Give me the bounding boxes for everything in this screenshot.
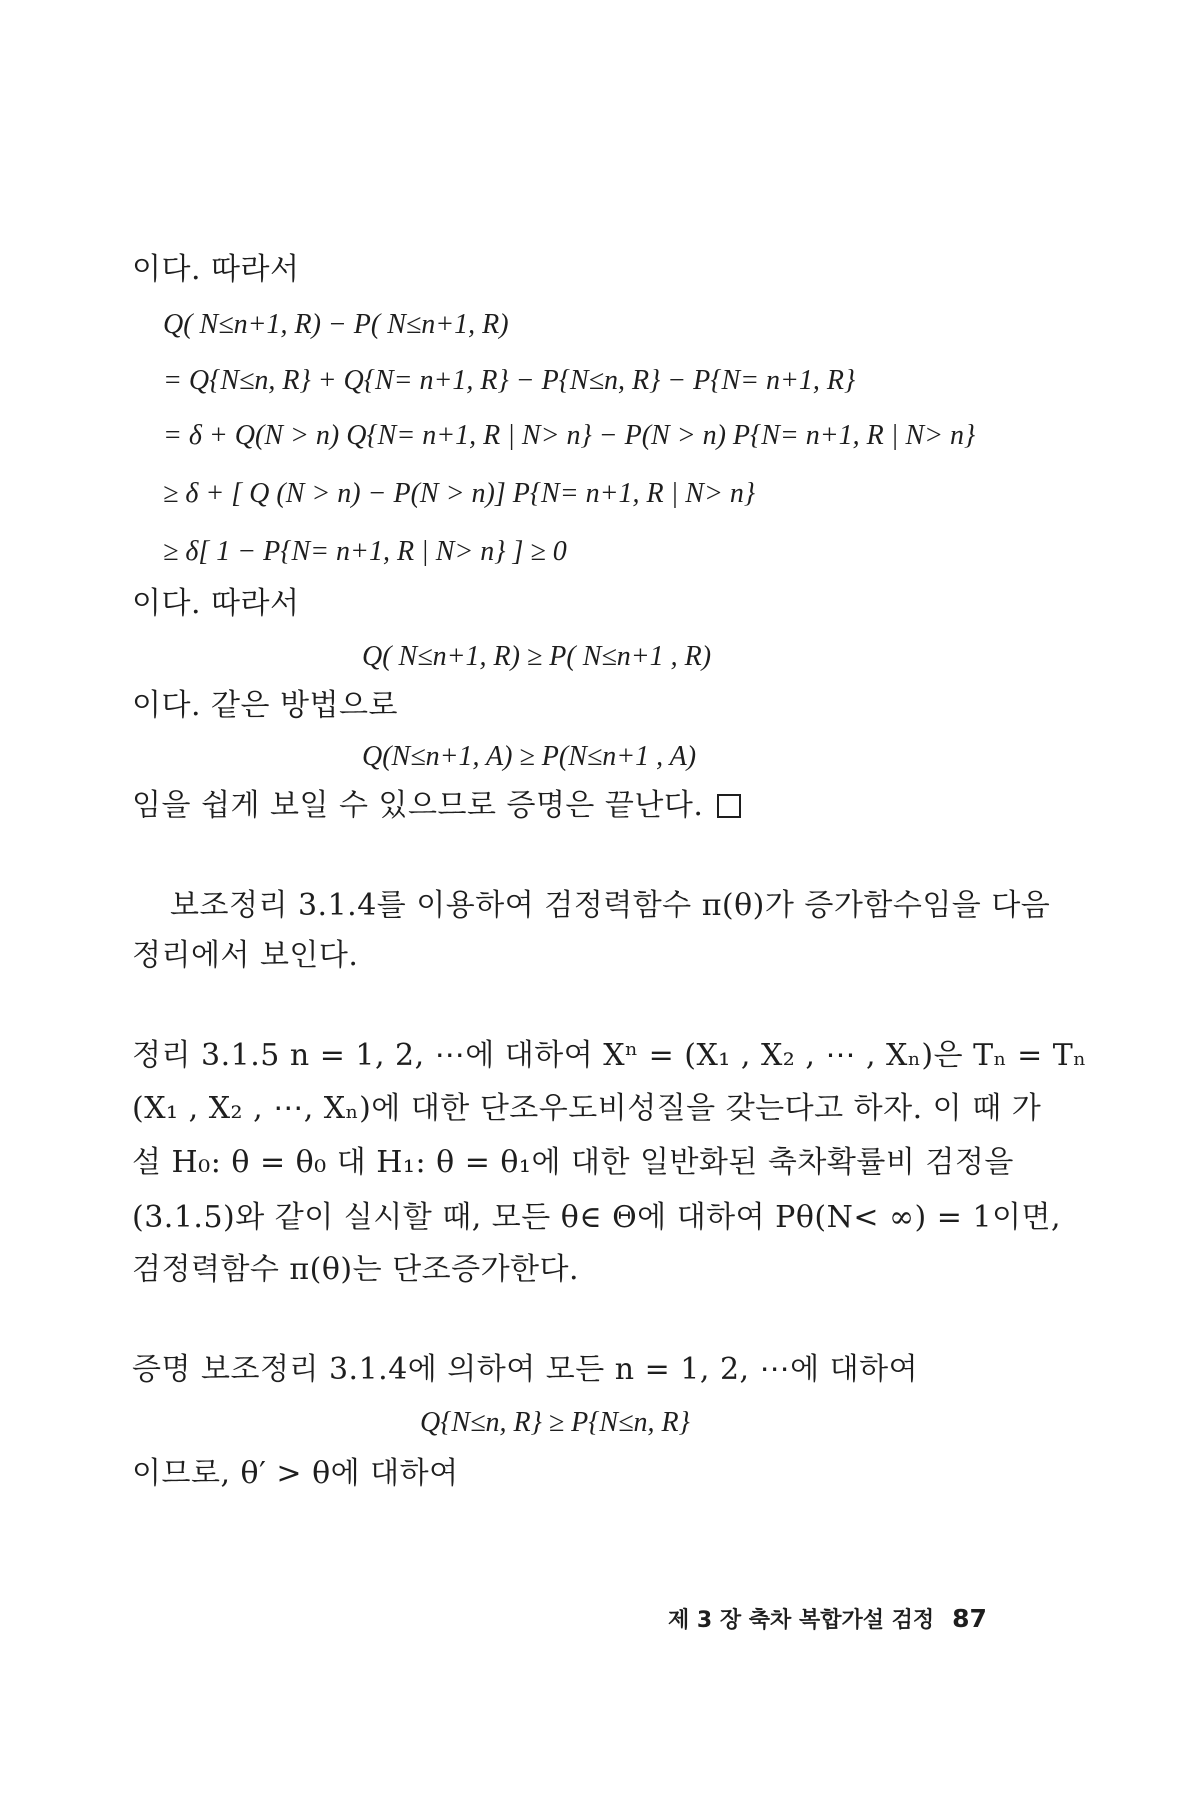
theorem-line: 설 H₀: θ = θ₀ 대 H₁: θ = θ₁에 대한 일반화된 축차확률비 검정을 bbox=[132, 1145, 1014, 1180]
equation-line: Q( N≤n+1, R) − P( N≤n+1, R) bbox=[163, 309, 509, 340]
text-span: 임을 쉽게 보일 수 있으므로 증명은 끝난다. bbox=[132, 788, 704, 823]
page-number: 87 bbox=[952, 1604, 987, 1633]
page-footer bbox=[668, 1603, 987, 1634]
equation-line: ≥ δ[ 1 − P{N= n+1, R | N> n} ] ≥ 0 bbox=[163, 536, 567, 567]
equation-line: Q{N≤n, R} ≥ P{N≤n, R} bbox=[420, 1407, 690, 1438]
equation-line: = Q{N≤n, R} + Q{N= n+1, R} − P{N≤n, R} − P{N= n+1, R} bbox=[163, 365, 856, 396]
equation-line: = δ + Q(N > n) Q{N= n+1, R | N> n} − P(N > n) P{N= n+1, R | N> n} bbox=[163, 420, 976, 451]
proof-line: 증명 보조정리 3.1.4에 의하여 모든 n = 1, 2, ⋯에 대하여 bbox=[132, 1352, 919, 1387]
text-line: 이다. 따라서 bbox=[132, 586, 300, 621]
equation-line: ≥ δ + [ Q (N > n) − P(N > n)] P{N= n+1, R | N> n} bbox=[163, 478, 756, 509]
equation-line: Q(N≤n+1, A) ≥ P(N≤n+1 , A) bbox=[362, 741, 697, 772]
text-line: 보조정리 3.1.4를 이용하여 검정력함수 π(θ)가 증가함수임을 다음 bbox=[170, 888, 1051, 923]
text-line: 이다. 같은 방법으로 bbox=[132, 688, 398, 723]
proof-line: 이므로, θ′ > θ에 대하여 bbox=[132, 1456, 459, 1491]
theorem-line: 정리 3.1.5 n = 1, 2, ⋯에 대하여 Xⁿ = (X₁ , X₂ , ⋯ , Xₙ)은 Tₙ = Tₙ bbox=[132, 1038, 1087, 1073]
text-line: 이다. 따라서 bbox=[132, 252, 300, 287]
chapter-title: 제 3 장 축차 복합가설 검정 bbox=[668, 1608, 935, 1633]
theorem-line: (X₁ , X₂ , ⋯, Xₙ)에 대한 단조우도비성질을 갖는다고 하자. 이 때 가 bbox=[132, 1091, 1042, 1126]
qed-square-icon bbox=[717, 794, 741, 818]
theorem-line: (3.1.5)와 같이 실시할 때, 모든 θ∈ Θ에 대하여 Pθ(N< ∞) = 1이면, bbox=[132, 1200, 1062, 1235]
text-line: 정리에서 보인다. bbox=[132, 938, 359, 973]
equation-line: Q( N≤n+1, R) ≥ P( N≤n+1 , R) bbox=[362, 641, 712, 672]
theorem-line: 검정력함수 π(θ)는 단조증가한다. bbox=[132, 1252, 580, 1287]
text-line bbox=[132, 788, 741, 824]
